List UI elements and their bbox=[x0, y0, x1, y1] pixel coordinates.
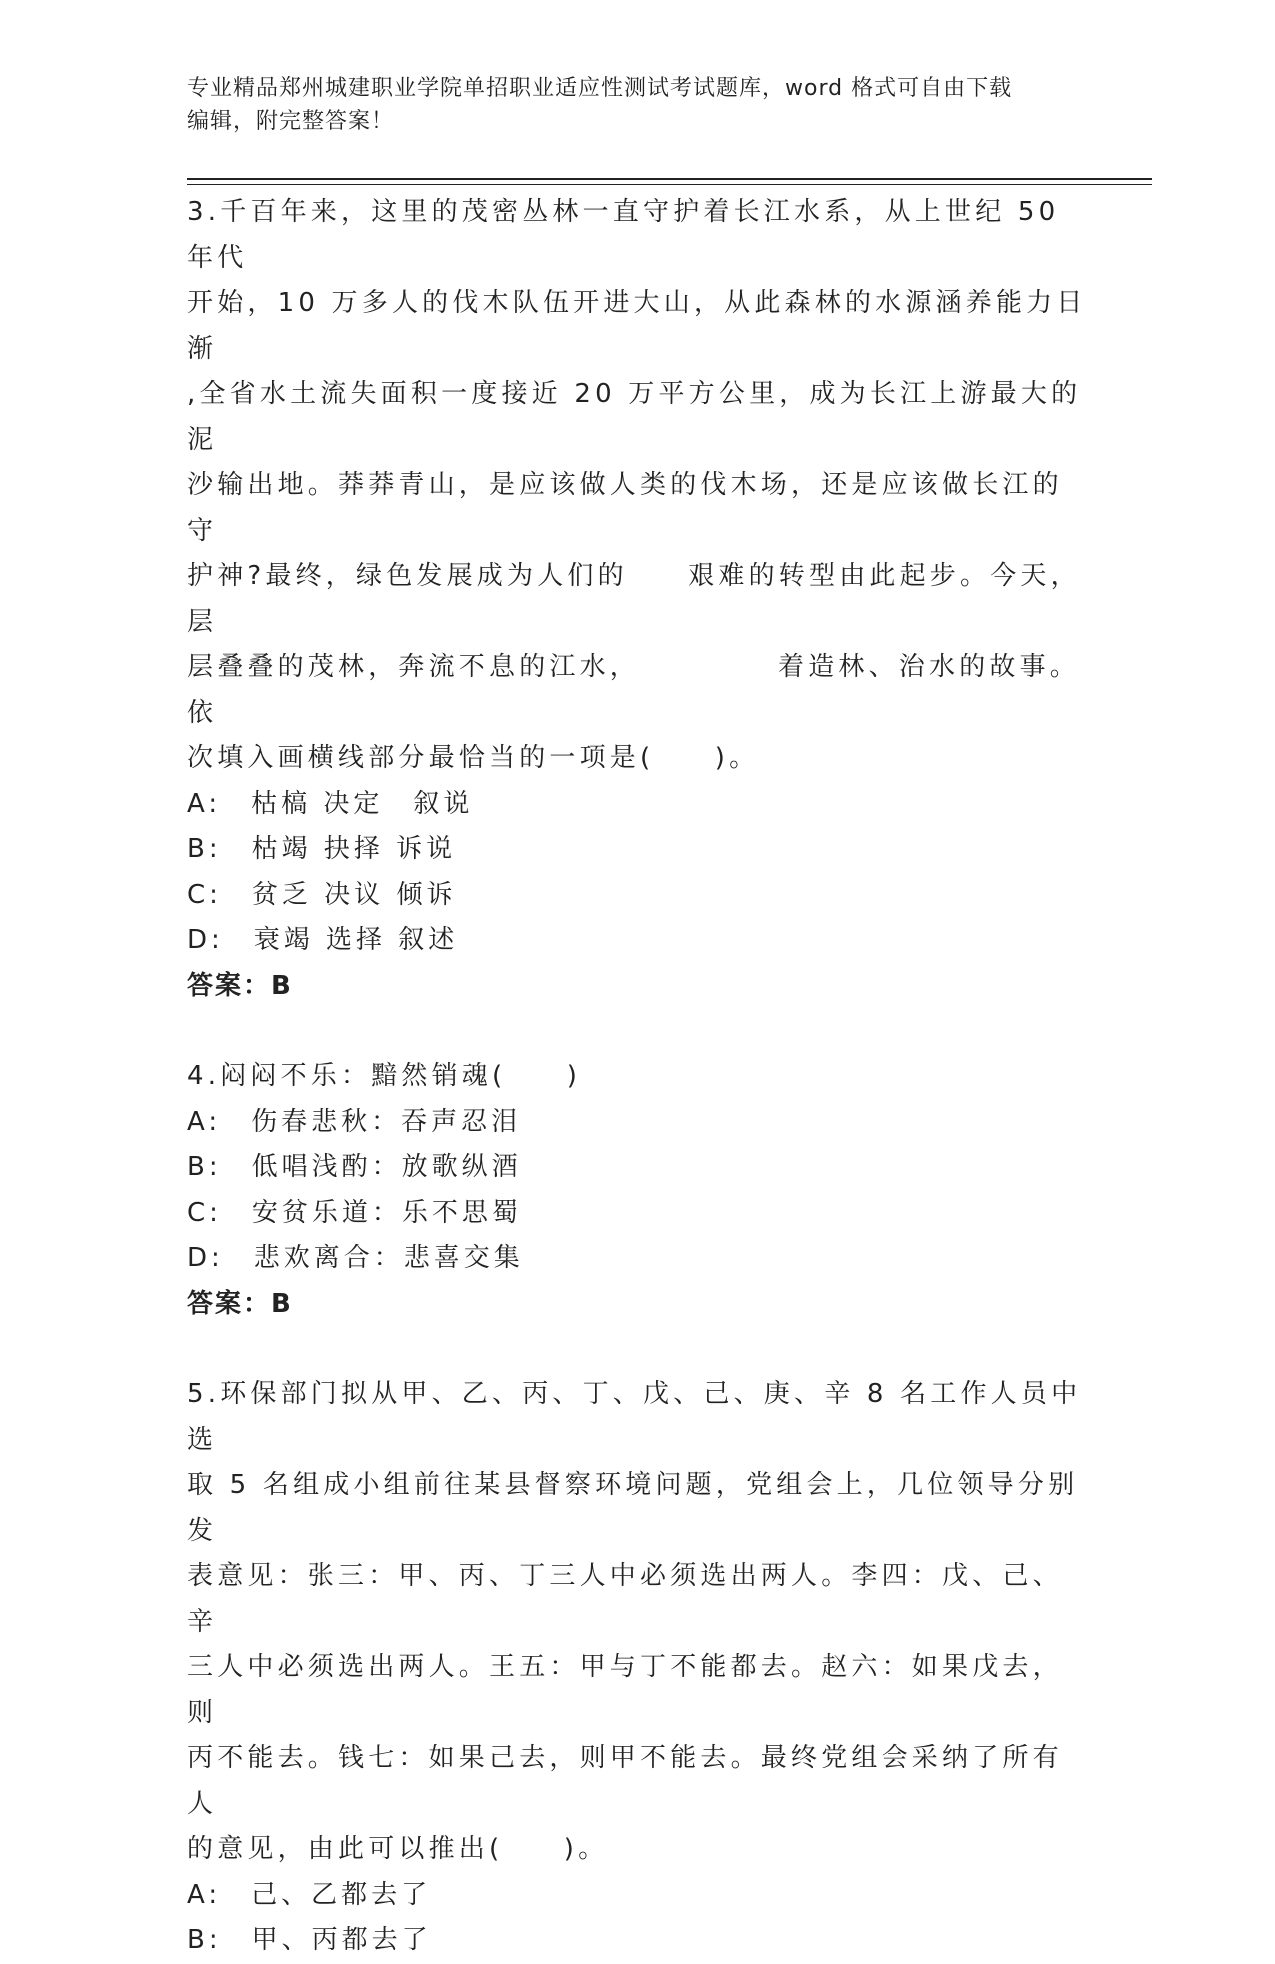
question-line: 层叠叠的茂林，奔流不息的江水， 着造林、治水的故事。依 bbox=[187, 652, 1081, 728]
header-divider-thin bbox=[187, 184, 1152, 185]
question-line: 三人中必须选出两人。王五：甲与丁不能都去。赵六：如果戊去，则 bbox=[187, 1652, 1063, 1728]
question-line: 的意见，由此可以推出( )。 bbox=[187, 1834, 609, 1864]
option-c: C: 安贫乐道：乐不思蜀 bbox=[187, 1197, 522, 1228]
question-line: 次填入画横线部分最恰当的一项是( )。 bbox=[187, 743, 760, 773]
spacer bbox=[187, 1009, 1087, 1054]
question-line: 3.千百年来，这里的茂密丛林一直守护着长江水系，从上世纪 50 年代 bbox=[187, 197, 1060, 273]
question-line: 护神?最终，绿色发展成为人们的 艰难的转型由此起步。今天，层 bbox=[187, 561, 1081, 637]
option-b: B: 枯竭 抉择 诉说 bbox=[187, 834, 457, 864]
question-line: 取 5 名组成小组前往某县督察环境问题，党组会上，几位领导分别发 bbox=[187, 1470, 1079, 1546]
option-d: D: 衰竭 选择 叙述 bbox=[187, 925, 459, 955]
question-line: ,全省水土流失面积一度接近 20 万平方公里，成为长江上游最大的泥 bbox=[187, 379, 1082, 455]
question-4 bbox=[187, 1054, 1087, 1327]
question-5 bbox=[187, 1372, 1087, 1964]
header-line-2: 编辑，附完整答案！ bbox=[187, 109, 395, 134]
question-line: 表意见：张三：甲、丙、丁三人中必须选出两人。李四：戊、己、辛 bbox=[187, 1561, 1063, 1637]
document-body bbox=[187, 190, 1087, 1964]
answer-line: 答案：B bbox=[187, 1288, 293, 1319]
spacer bbox=[187, 1327, 1087, 1372]
option-a: A: 伤春悲秋：吞声忍泪 bbox=[187, 1106, 522, 1137]
option-b: B: 甲、丙都去了 bbox=[187, 1925, 432, 1955]
question-line: 4.闷闷不乐：黯然销魂( ) bbox=[187, 1061, 582, 1091]
option-a: A: 己、乙都去了 bbox=[187, 1879, 432, 1910]
answer-line: 答案：B bbox=[187, 970, 293, 1001]
question-line: 丙不能去。钱七：如果己去，则甲不能去。最终党组会采纳了所有人 bbox=[187, 1743, 1063, 1819]
document-header bbox=[187, 72, 1087, 138]
header-divider-thick bbox=[187, 178, 1152, 180]
header-line-1: 专业精品郑州城建职业学院单招职业适应性测试考试题库，word 格式可自由下载 bbox=[187, 76, 1013, 101]
option-a: A: 枯槁 决定 叙说 bbox=[187, 788, 474, 819]
option-b: B: 低唱浅酌：放歌纵酒 bbox=[187, 1152, 522, 1182]
question-line: 开始，10 万多人的伐木队伍开进大山，从此森林的水源涵养能力日渐 bbox=[187, 288, 1087, 364]
question-line: 5.环保部门拟从甲、乙、丙、丁、戊、己、庚、辛 8 名工作人员中选 bbox=[187, 1379, 1082, 1455]
option-d: D: 悲欢离合：悲喜交集 bbox=[187, 1243, 524, 1273]
option-c: C: 贫乏 决议 倾诉 bbox=[187, 879, 457, 910]
question-3 bbox=[187, 190, 1087, 1009]
question-line: 沙输出地。莽莽青山，是应该做人类的伐木场，还是应该做长江的守 bbox=[187, 470, 1063, 546]
